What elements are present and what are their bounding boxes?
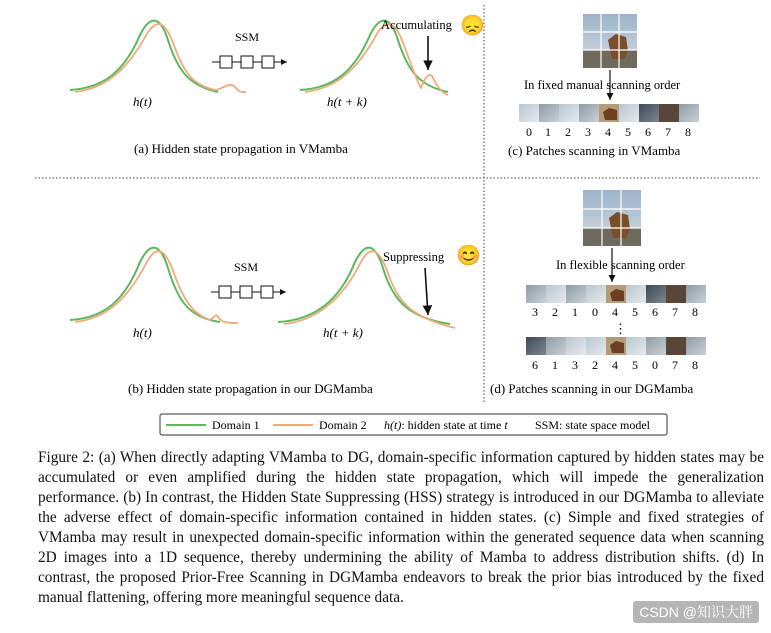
curve-domain1-left-b — [70, 248, 220, 322]
index-d2-3: 2 — [592, 358, 598, 372]
index-d2-2: 3 — [572, 358, 578, 372]
accumulating-label: Accumulating — [381, 18, 452, 32]
panel-a-caption: (a) Hidden state propagation in VMamba — [134, 141, 348, 156]
index-c-8: 8 — [685, 125, 691, 139]
ellipsis: ⋮ — [614, 321, 627, 336]
suppressing-arrow — [425, 268, 428, 315]
index-d2-1: 1 — [552, 358, 558, 372]
panel-b — [70, 244, 481, 396]
order-label-d: In flexible scanning order — [556, 258, 685, 272]
legend-hidden-prefix: h(t) — [384, 418, 402, 432]
source-image-grid-d — [583, 190, 641, 246]
source-image-grid-c — [583, 14, 637, 68]
patch-row-c — [519, 104, 699, 122]
index-d2-8: 8 — [692, 358, 698, 372]
legend-hidden-state — [384, 418, 508, 432]
index-d2-6: 0 — [652, 358, 658, 372]
panel-c — [508, 14, 699, 158]
h-right-label-b: h(t + k) — [323, 325, 363, 340]
index-d2-4: 4 — [612, 358, 618, 372]
index-d2-7: 7 — [672, 358, 678, 372]
h-right-label: h(t + k) — [327, 94, 367, 109]
smile-emoji-icon: 😊 — [456, 245, 481, 267]
h-left-label: h(t) — [133, 94, 152, 109]
ssm-chain-icon-b — [211, 286, 286, 298]
ssm-label: SSM — [235, 30, 260, 44]
panel-c-caption: (c) Patches scanning in VMamba — [508, 143, 681, 158]
legend-hidden-t: t — [504, 418, 508, 432]
index-d1-6: 6 — [652, 305, 658, 319]
index-c-3: 3 — [585, 125, 591, 139]
ssm-label-b: SSM — [234, 260, 259, 274]
patch-indices-c — [526, 125, 691, 139]
patch-row-d2 — [526, 337, 706, 355]
panel-a — [70, 14, 485, 156]
legend-ssm: SSM: state space model — [535, 418, 650, 432]
index-d1-1: 2 — [552, 305, 558, 319]
index-c-4: 4 — [605, 125, 611, 139]
sad-emoji-icon: 😞 — [460, 15, 485, 37]
index-c-0: 0 — [526, 125, 532, 139]
index-d1-5: 5 — [632, 305, 638, 319]
suppressing-label: Suppressing — [383, 250, 445, 264]
index-d1-8: 8 — [692, 305, 698, 319]
index-c-5: 5 — [625, 125, 631, 139]
index-d1-0: 3 — [532, 305, 538, 319]
index-c-7: 7 — [665, 125, 671, 139]
patch-row-d1 — [526, 285, 706, 303]
index-d2-0: 6 — [532, 358, 538, 372]
figure-caption: Figure 2: (a) When directly adapting VMamba to DG, domain-specific information captured by hidden states may be accumulated or even amplified during the hidden state propagation, which will impede the generalization performance. (b) In contrast, the Hidden State Suppressing (HSS) strategy is introduced in our DGMamba to alleviate the adverse effect of domain-specific information contained in hidden states. (c) Simple and fixed strategies of VMamba may result in unexpected domain-specific information within the generated sequence data when scanning 2D images into a 1D sequence, thereby undermining the ability of Mamba to address distribution shifts. (d) In contrast, the proposed Prior-Free Scanning in DGMamba endeavors to break the prior bias introduced by the fixed manual flattening, offering more meaningful sequence data. — [38, 449, 764, 606]
patch-indices-d2 — [532, 358, 698, 372]
order-label-c: In fixed manual scanning order — [524, 78, 681, 92]
watermark: CSDN @知识大胖 — [633, 601, 759, 623]
panel-d-caption: (d) Patches scanning in our DGMamba — [490, 381, 694, 396]
legend-hidden-text: : hidden state at time — [401, 418, 505, 432]
panel-d — [490, 190, 706, 396]
index-c-1: 1 — [545, 125, 551, 139]
index-d1-7: 7 — [672, 305, 678, 319]
index-d2-5: 5 — [632, 358, 638, 372]
panel-b-caption: (b) Hidden state propagation in our DGMamba — [128, 381, 373, 396]
legend — [160, 414, 667, 435]
ssm-chain-icon — [212, 56, 287, 68]
index-c-6: 6 — [645, 125, 651, 139]
index-d1-4: 4 — [612, 305, 618, 319]
legend-domain1-label: Domain 1 — [212, 418, 260, 432]
legend-domain2-label: Domain 2 — [319, 418, 367, 432]
index-d1-3: 0 — [592, 305, 598, 319]
index-c-2: 2 — [565, 125, 571, 139]
h-left-label-b: h(t) — [133, 325, 152, 340]
patch-indices-d1 — [532, 305, 698, 319]
index-d1-2: 1 — [572, 305, 578, 319]
